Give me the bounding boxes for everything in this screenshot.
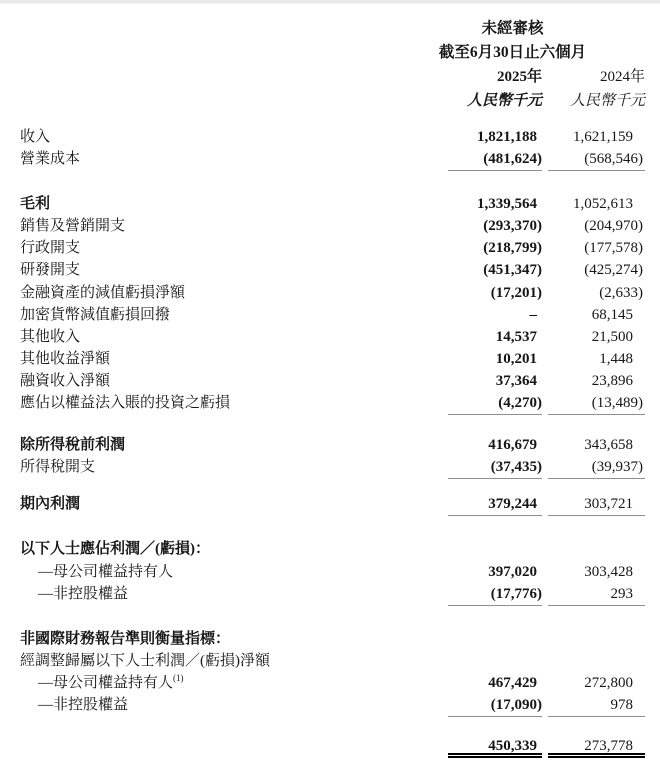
table-row [20, 695, 645, 717]
value-2024: 1,448 [599, 350, 633, 367]
currency-unit-2025: 人民幣千元 [466, 93, 542, 109]
row-label: —非控股權益 [38, 696, 129, 713]
value-2025: 379,244 [448, 494, 542, 516]
row-label: 非國際財務報告準則衡量指標： [20, 630, 231, 647]
table-row [20, 283, 645, 305]
table-row [20, 673, 645, 695]
value-2024: (13,489) [548, 393, 645, 415]
value-2025: (17,776) [448, 584, 542, 606]
value-2025: 416,679 [488, 437, 537, 454]
value-2024: 272,800 [584, 674, 633, 691]
table-row [20, 127, 645, 149]
value-2025: (218,799) [483, 240, 542, 257]
value-2025: (481,624) [448, 149, 542, 171]
row-label: 金融資產的減值虧損淨額 [20, 284, 186, 301]
table-row [20, 260, 645, 282]
table-row [20, 238, 645, 260]
table-row [20, 305, 645, 327]
row-label: 研發開支 [20, 262, 81, 279]
row-label: 融資收入淨額 [20, 372, 111, 389]
income-statement-rows [20, 127, 645, 758]
table-row [20, 149, 645, 171]
value-2024: (39,937) [548, 457, 645, 479]
row-label [20, 736, 448, 758]
value-2024: 303,721 [548, 494, 645, 516]
value-2025: 1,339,564 [477, 196, 537, 213]
value-2024 [548, 651, 645, 673]
value-2024 [548, 539, 645, 561]
value-2024: (2,633) [599, 284, 643, 301]
value-2025 [448, 629, 542, 651]
table-row [20, 494, 645, 516]
value-2025: 1,821,188 [477, 129, 537, 145]
row-label: 營業成本 [20, 151, 81, 168]
row-label: —非控股權益 [38, 585, 129, 602]
value-2025: – [529, 306, 537, 323]
value-2025: (4,270) [448, 393, 542, 415]
value-2024: (425,274) [584, 262, 643, 279]
table-header-center [380, 17, 645, 65]
section-gap [20, 171, 645, 194]
value-2024: (204,970) [584, 218, 643, 235]
value-2024: 293 [548, 584, 645, 606]
table-row [20, 457, 645, 479]
table-row [20, 629, 645, 651]
table-row [20, 327, 645, 349]
value-2025: 10,201 [495, 350, 537, 367]
table-row-total [20, 736, 645, 758]
value-2025: 397,020 [488, 563, 537, 580]
period-label: 截至6月30日止六個月 [438, 44, 587, 61]
row-label: 以下人士應佔利潤／(虧損)： [20, 541, 210, 558]
table-row [20, 435, 645, 457]
value-2024: 273,778 [548, 736, 645, 758]
value-2025: (37,435) [448, 457, 542, 479]
financial-statement [0, 4, 660, 758]
section-gap [20, 606, 645, 629]
section-gap [20, 717, 645, 736]
row-label: 期內利潤 [20, 496, 81, 513]
year-2025-header: 2025年 [496, 69, 542, 85]
row-label: 其他收益淨額 [20, 350, 111, 367]
value-2024: 23,896 [591, 372, 633, 389]
row-label: 行政開支 [20, 240, 81, 257]
value-2024: (568,546) [548, 149, 645, 171]
value-2025: (293,370) [483, 218, 542, 235]
table-row [20, 194, 645, 216]
table-row [20, 562, 645, 584]
value-2025 [448, 539, 542, 561]
row-label: 毛利 [20, 196, 51, 213]
value-2024: 1,621,159 [573, 129, 633, 145]
year-header-row [20, 65, 645, 89]
value-2025: 37,364 [495, 372, 537, 389]
row-label: 應佔以權益法入賬的投資之虧損 [20, 395, 231, 412]
unaudited-label: 未經審核 [481, 20, 544, 37]
value-2025 [448, 651, 542, 673]
row-label: 其他收入 [20, 328, 81, 345]
row-label: 加密貨幣減值虧損回撥 [20, 306, 171, 323]
row-label: —母公司權益持有人 [38, 563, 174, 580]
table-row [20, 349, 645, 371]
value-2025: 450,339 [448, 736, 542, 758]
value-2025: 467,429 [488, 674, 537, 691]
row-label: 銷售及營銷開支 [20, 218, 126, 235]
value-2024: 1,052,613 [573, 196, 633, 213]
value-2025: (451,347) [483, 262, 542, 279]
footnote-marker: (1) [173, 672, 184, 683]
value-2024: 21,500 [591, 328, 633, 345]
row-label: 經調整歸屬以下人士利潤／(虧損)淨額 [20, 652, 270, 669]
section-gap [20, 516, 645, 539]
row-label: —母公司權益持有人$^{(1)}$ [38, 672, 184, 691]
value-2024: (177,578) [584, 240, 643, 257]
table-row [20, 216, 645, 238]
row-label: 所得稅開支 [20, 459, 96, 476]
row-label: 除所得稅前利潤 [20, 437, 126, 454]
currency-header-row [20, 89, 645, 113]
table-row [20, 393, 645, 415]
value-2024 [548, 629, 645, 651]
table-row [20, 371, 645, 393]
value-2024: 303,428 [584, 563, 633, 580]
row-label: 收入 [20, 129, 51, 145]
table-row [20, 539, 645, 561]
year-2024-header: 2024年 [599, 69, 645, 85]
value-2024: 68,145 [591, 306, 633, 323]
table-row [20, 651, 645, 673]
value-2025: 14,537 [495, 328, 537, 345]
value-2024: 978 [548, 695, 645, 717]
section-gap [20, 415, 645, 435]
table-row [20, 584, 645, 606]
value-2025: (17,201) [490, 284, 542, 301]
value-2025: (17,090) [448, 695, 542, 717]
currency-unit-2024: 人民幣千元 [569, 93, 645, 109]
value-2024: 343,658 [584, 437, 633, 454]
section-gap [20, 479, 645, 494]
